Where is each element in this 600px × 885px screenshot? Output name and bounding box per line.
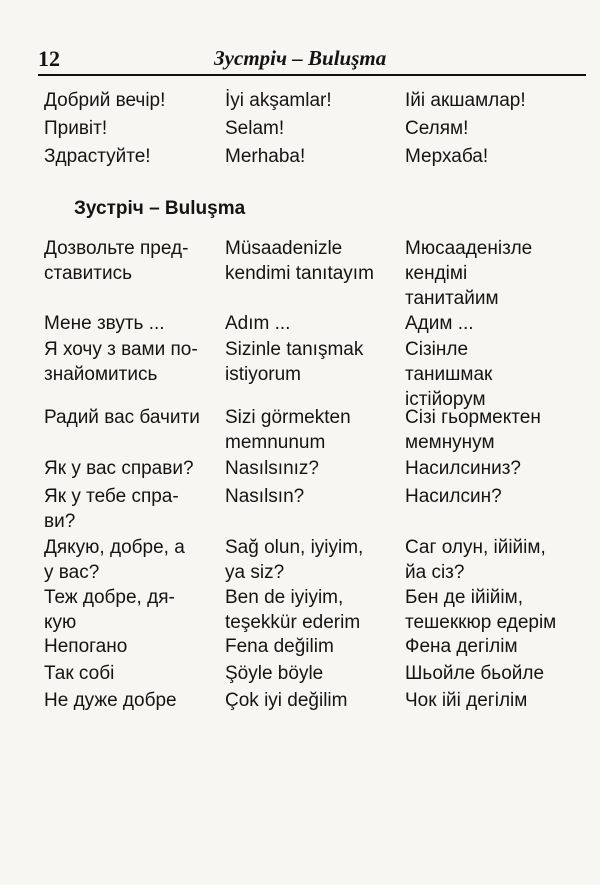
ukrainian-cell: Дякую, добре, а у вас?	[44, 537, 185, 583]
transcription-cell: Сізінле танишмак істійорум	[405, 339, 493, 410]
turkish-cell: Sizi görmekten memnunum	[225, 407, 351, 453]
transcription-cell: Шьойле бьойле	[405, 663, 545, 684]
ukrainian-cell: Як у вас справи?	[44, 458, 194, 479]
ukrainian-cell: Здрастуйте!	[44, 146, 151, 167]
turkish-cell: Nasılsın?	[225, 486, 305, 507]
transcription-cell: Селям!	[405, 118, 469, 139]
transcription-cell: Фена дегілім	[405, 636, 518, 657]
transcription-cell: Мерхаба!	[405, 146, 489, 167]
transcription-cell: Бен де ійійім, тешеккюр едерім	[405, 587, 557, 633]
section-heading: Зустріч – Buluşma	[74, 198, 246, 219]
page-number: 12	[38, 46, 60, 71]
ukrainian-cell: Не дуже добре	[44, 690, 177, 711]
ukrainian-cell: Привіт!	[44, 118, 108, 139]
turkish-cell: Şöyle böyle	[225, 663, 324, 684]
ukrainian-cell: Добрий вечір!	[44, 90, 166, 111]
ukrainian-cell: Теж добре, дя- кую	[44, 587, 175, 633]
turkish-cell: Adım ...	[225, 313, 291, 334]
transcription-cell: Саг олун, ійійім, йа сіз?	[405, 537, 546, 583]
turkish-cell: Nasılsınız?	[225, 458, 319, 479]
ukrainian-cell: Так собі	[44, 663, 115, 684]
turkish-cell: Müsaadenizle kendimi tanıtayım	[225, 238, 374, 284]
turkish-cell: İyi akşamlar!	[225, 90, 332, 111]
transcription-cell: Сізі гьормектен мемнунум	[405, 407, 541, 453]
turkish-cell: Selam!	[225, 118, 285, 139]
turkish-cell: Çok iyi değilim	[225, 690, 348, 711]
turkish-cell: Ben de iyiyim, teşekkür ederim	[225, 587, 361, 633]
ukrainian-cell: Непогано	[44, 636, 128, 657]
turkish-cell: Fena değilim	[225, 636, 334, 657]
ukrainian-cell: Дозвольте пред- ставитись	[44, 238, 189, 284]
transcription-cell: Насилсиниз?	[405, 458, 521, 479]
ukrainian-cell: Радий вас бачити	[44, 407, 200, 428]
turkish-cell: Sizinle tanışmak istiyorum	[225, 339, 364, 385]
running-title: Зустріч – Buluşma	[214, 46, 387, 70]
transcription-cell: Адим ...	[405, 313, 474, 334]
transcription-cell: Ійі акшамлар!	[405, 90, 526, 111]
ukrainian-cell: Я хочу з вами по- знайомитись	[44, 339, 198, 385]
turkish-cell: Sağ olun, iyiyim, ya siz?	[225, 537, 364, 583]
transcription-cell: Мюсааденізле кендімі танитайим	[405, 238, 533, 309]
ukrainian-cell: Мене звуть ...	[44, 313, 165, 334]
transcription-cell: Чок ійі дегілім	[405, 690, 528, 711]
page-header	[38, 44, 586, 76]
ukrainian-cell: Як у тебе спра- ви?	[44, 486, 179, 532]
transcription-cell: Насилсин?	[405, 486, 502, 507]
turkish-cell: Merhaba!	[225, 146, 306, 167]
